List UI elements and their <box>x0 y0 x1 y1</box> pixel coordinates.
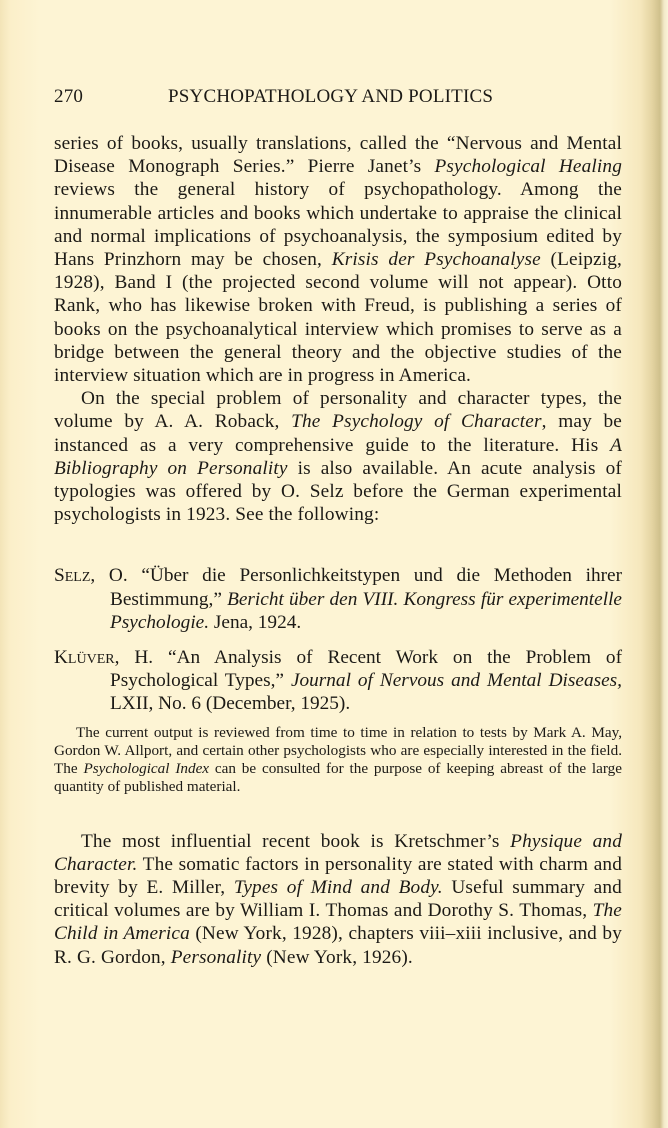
text: (New York, 1926). <box>261 946 413 968</box>
text: can be consulted for the purpose of keeping abreast of the large quantity of published material. <box>54 759 623 795</box>
reference-author: Klüver, H. <box>54 647 154 669</box>
text: reviews the general history of psychopathology. Among the innumerable articles and books which undertake to appraise the clinical and normal implications of psychoanalysis, the symposium edited by Hans Prinzhorn may be chosen, <box>54 179 622 271</box>
text: is also available. An acute analysis of typologies was offered by O. Selz before the German experimental psychologists in 1923. See the following: <box>54 457 622 526</box>
page-content <box>54 86 622 969</box>
book-title: The Child in America <box>54 900 622 945</box>
book-title: Personality <box>170 946 262 968</box>
page-number: 270 <box>54 86 84 107</box>
reference-item <box>54 646 622 716</box>
book-title: Physique and Character. <box>54 830 623 875</box>
text: (Leipzig, 1928), Band I (the projected second volume will not appear). Otto Rank, who has likewise broken with Freud, is publishing a series of books on the psychoanalytical interview which promises to serve as a bridge between the general theory and the objective studies of the interview situation which are in progress in America. <box>54 249 623 387</box>
reference-source: Bericht über den VIII. Kongress für experimentelle Psychologie. <box>110 588 622 633</box>
text: The current output is reviewed from time to time in relation to tests by Mark A. May, Gordon W. Allport, and certain other psychologists who are especially interested in the field. The <box>54 723 622 777</box>
reference-details: LXII, No. 6 (December, 1925). <box>110 693 351 715</box>
reference-author: Selz, O. <box>54 565 128 587</box>
reference-item <box>54 564 622 634</box>
running-head <box>54 86 622 110</box>
reference-list <box>54 564 622 715</box>
text: series of books, usually translations, called the “Nervous and Mental Disease Monograph Series.” Pierre Janet’s <box>54 133 622 178</box>
text: (New York, 1928), chapters viii–xiii inclusive, and by R. G. Gordon, <box>54 923 622 968</box>
book-title: Psychological Healing <box>434 156 622 178</box>
text: The somatic factors in personality are stated with charm and brevity by E. Miller, <box>54 853 622 899</box>
book-title: A Bibliography on Personality <box>54 434 622 479</box>
reference-details: Jena, 1924. <box>209 611 302 633</box>
running-title: PSYCHOPATHOLOGY AND POLITICS <box>168 86 494 107</box>
book-title: Types of Mind and Body. <box>233 877 443 899</box>
book-title: Krisis der Psychoanalyse <box>331 249 541 271</box>
reference-title: “An Analysis of Recent Work on the Problem of Psychological Types,” <box>110 647 622 692</box>
paragraph-3 <box>54 830 622 969</box>
reference-source: Journal of Nervous and Mental Diseases, <box>290 670 623 692</box>
text: , may be instanced as a very comprehensive guide to the literature. His <box>54 411 622 456</box>
paragraph-1 <box>54 132 622 387</box>
note-paragraph <box>54 724 622 796</box>
reference-title: “Über die Personlichkeitstypen und die Methoden ihrer Bestimmung,” <box>110 565 622 610</box>
text: The most influential recent book is Kretschmer’s <box>81 830 511 852</box>
book-title: The Psychology of Character <box>291 411 542 433</box>
text: Useful summary and critical volumes are by William I. Thomas and Dorothy S. Thomas, <box>54 877 622 922</box>
paragraph-2 <box>54 387 622 526</box>
text: On the special problem of personality and character types, the volume by A. A. Roback, <box>54 388 622 433</box>
book-title: Psychological Index <box>83 759 210 777</box>
